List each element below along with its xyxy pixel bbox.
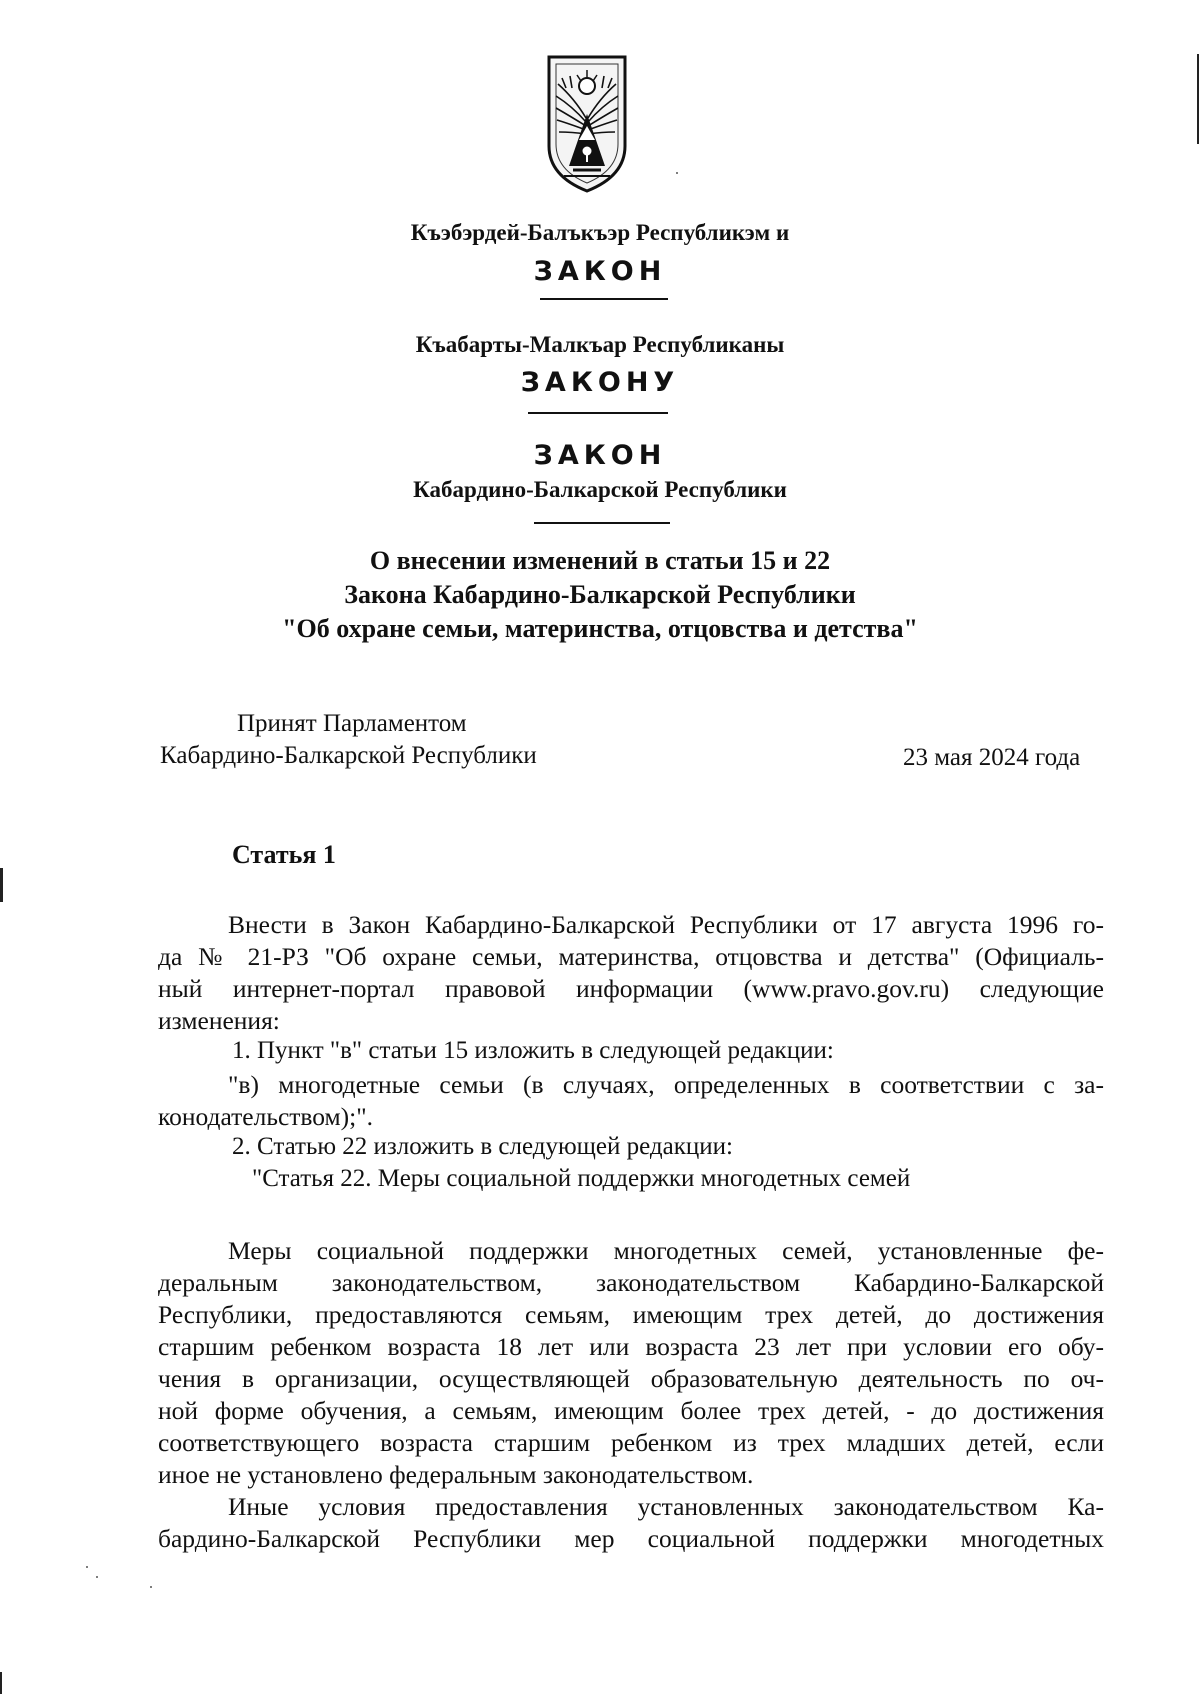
scan-margin-mark (1197, 54, 1199, 144)
body-line: Внести в Закон Кабардино-Балкарской Республики от 17 августа 1996 го- (228, 910, 1104, 939)
scan-margin-mark (0, 868, 3, 902)
divider (534, 522, 670, 524)
body-line: ной форме обучения, а семьям, имеющим более трех детей, - до достижения (158, 1396, 1104, 1425)
divider (540, 298, 668, 300)
coat-of-arms-icon (546, 54, 628, 194)
article-22-heading: "Статья 22. Меры социальной поддержки многодетных семей (252, 1165, 911, 1192)
amendment-item: 1. Пункт "в" статьи 15 изложить в следующей редакции: (232, 1037, 834, 1064)
adopted-by-line: Принят Парламентом (237, 710, 467, 737)
law-title-line: "Об охране семьи, материнства, отцовства и детства" (282, 614, 918, 643)
body-line: ный интернет-портал правовой информации (www.pravo.gov.ru) следующие (158, 974, 1104, 1003)
russian-republic-line: Кабардино-Балкарской Республики (413, 477, 787, 502)
kabardian-law-heading: ЗАКОН (533, 256, 667, 287)
balkar-republic-line: Къабарты-Малкъар Республиканы (415, 332, 785, 357)
body-line: Республики, предоставляются семьям, имеющим трех детей, до достижения (158, 1300, 1104, 1329)
law-title-line: О внесении изменений в статьи 15 и 22 (369, 546, 831, 575)
body-line: Меры социальной поддержки многодетных семей, установленные фе- (228, 1236, 1104, 1265)
adopted-by-republic: Кабардино-Балкарской Республики (160, 742, 537, 769)
adoption-date: 23 мая 2024 года (903, 744, 1081, 771)
scan-margin-mark (0, 1672, 2, 1694)
body-line: старшим ребенком возраста 18 лет или возраста 23 лет при условии его обу- (158, 1332, 1104, 1361)
amendment-item: 2. Статью 22 изложить в следующей редакции: (232, 1133, 733, 1160)
scan-speck (676, 172, 678, 174)
scan-speck (96, 1576, 98, 1578)
body-line: соответствующего возраста старшим ребенком из трех младших детей, если (158, 1428, 1104, 1457)
article-heading: Статья 1 (232, 840, 336, 869)
scan-speck (86, 1566, 88, 1568)
body-line: бардино-Балкарской Республики мер социальной поддержки многодетных (158, 1524, 1104, 1553)
scan-speck (150, 1586, 152, 1588)
body-line: Иные условия предоставления установленных законодательством Ка- (228, 1492, 1104, 1521)
body-line: изменения: (158, 1006, 280, 1035)
balkar-law-heading: ЗАКОНУ (520, 367, 680, 398)
russian-law-heading: ЗАКОН (533, 440, 667, 471)
body-line: "в) многодетные семьи (в случаях, определенных в соответствии с за- (228, 1070, 1104, 1099)
law-title-line: Закона Кабардино-Балкарской Республики (344, 580, 856, 609)
body-line: иное не установлено федеральным законодательством. (158, 1460, 754, 1489)
body-line: чения в организации, осуществляющей образовательную деятельность по оч- (158, 1364, 1104, 1393)
body-line: конодательством);". (158, 1102, 374, 1131)
kabardian-republic-line: Къэбэрдей-Балъкъэр Республикэм и (410, 220, 790, 245)
body-line: да № 21-РЗ "Об охране семьи, материнства, отцовства и детства" (Официаль- (158, 942, 1104, 971)
body-line: деральным законодательством, законодательством Кабардино-Балкарской (158, 1268, 1104, 1297)
divider (528, 412, 668, 414)
